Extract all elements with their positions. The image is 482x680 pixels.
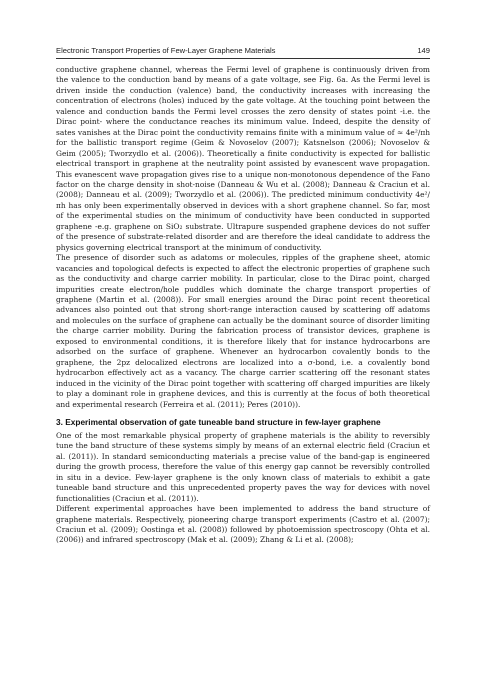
paragraph-disorder: The presence of disorder such as adatoms or molecules, ripples of the graphene sheet, atomic vacancies and topological defects is expected to affect the electronic properties of graphene such as the conductivity and charge carrier mobility. In particular, close to the Dirac point, charged impurities create electron/hole puddles which dominate the charge transport properties of graphene (Martin et al. (2008)). For small energies around the Dirac point recent theoretical advances also pointed out that strong short-range interaction caused by scattering off adatoms and molecules on the surface of graphene can actually be the dominant source of disorder limiting the charge carrier mobility. During the fabrication process of transistor devices, graphene is exposed to environmental conditions, it is therefore likely that for instance hydrocarbons are adsorbed on the surface of graphene. Whenever an hydrocarbon covalently bonds to the graphene, the 2pz delocalized electrons are localized into a σ-bond, i.e. a covalently bond hydrocarbon effectively act as a vacancy. The charge carrier scattering off the resonant states induced in the vicinity of the Dirac point together with scattering off charged impurities are likely to play a dominant role in graphene devices, and this is currently at the focus of both theoretical and experimental research (Ferreira et al. (2011); Peres (2010)). bbox=[56, 253, 430, 409]
paragraph-continuation: conductive graphene channel, whereas the Fermi level of graphene is continuously driven from the valence to the conduction band by means of a gate voltage, see Fig. 6a. As the Fermi level is driven inside the conduction (valence) band, the conductivity increases with increasing the concentration of electrons (holes) induced by the gate voltage. At the touching point between the valence and conduction bands the Fermi level crosses the zero density of states point -i.e. the Dirac point- where the conductance reaches its minimum value. Indeed, despite the density of sates vanishes at the Dirac point the conductivity remains finite with a minimum value of ≈ 4e²/πh for the ballistic transport regime (Geim & Novoselov (2007); Katsnelson (2006); Novoselov & Geim (2005); Tworzydlo et al. (2006)). Theoretically a finite conductivity is expected for ballistic electrical transport in graphene at the neutrality point assisted by evanescent wave propagation. This evanescent wave propagation gives rise to a unique non-monotonous dependence of the Fano factor on the charge density in shot-noise (Danneau & Wu et al. (2008); Danneau & Craciun et al. (2008); Danneau et al. (2009); Tworzydlo et al. (2006)). The predicted minimum conductivity 4e²/πh has only been experimentally observed in devices with a short graphene channel. So far, most of the experimental studies on the minimum of conductivity have been conducted in supported graphene -e.g. graphene on SiO₂ substrate. Ultrapure suspended graphene devices do not suffer of the presence of substrate-related disorder and are therefore the ideal candidate to address the physics governing electrical transport at the minimum of conductivity. bbox=[56, 65, 430, 252]
paragraph-gate-tuneable: One of the most remarkable physical property of graphene materials is the ability to reversibly tune the band structure of these systems simply by means of an external electric field (Craciun et al. (2011)). In standard semiconducting materials a precise value of the band-gap is engineered during the growth process, therefore the value of this energy gap cannot be reversibly controlled in situ in a device. Few-layer graphene is the only known class of materials to exhibit a gate tuneable band structure and this unprecedented property paves the way for devices with novel functionalities (Craciun et al. (2011)). bbox=[56, 430, 430, 503]
section-heading: 3. Experimental observation of gate tuneable band structure in few-layer graphene bbox=[56, 416, 381, 427]
paragraph-experimental-approaches: Different experimental approaches have been implemented to address the band structure of graphene materials. Respectively, pioneering charge transport experiments (Castro et al. (2007); Craciun et al. (2009); Oostinga et al. (2008)) followed by photoemission spectroscopy (Ohta et al. (2006)) and infrared spectroscopy (Mak et al. (2009); Zhang & Li et al. (2008); bbox=[56, 504, 430, 545]
header-divider bbox=[56, 58, 430, 59]
running-title: Electronic Transport Properties of Few-Layer Graphene Materials bbox=[56, 46, 276, 55]
body-text bbox=[56, 65, 430, 546]
page-number: 149 bbox=[417, 46, 430, 55]
